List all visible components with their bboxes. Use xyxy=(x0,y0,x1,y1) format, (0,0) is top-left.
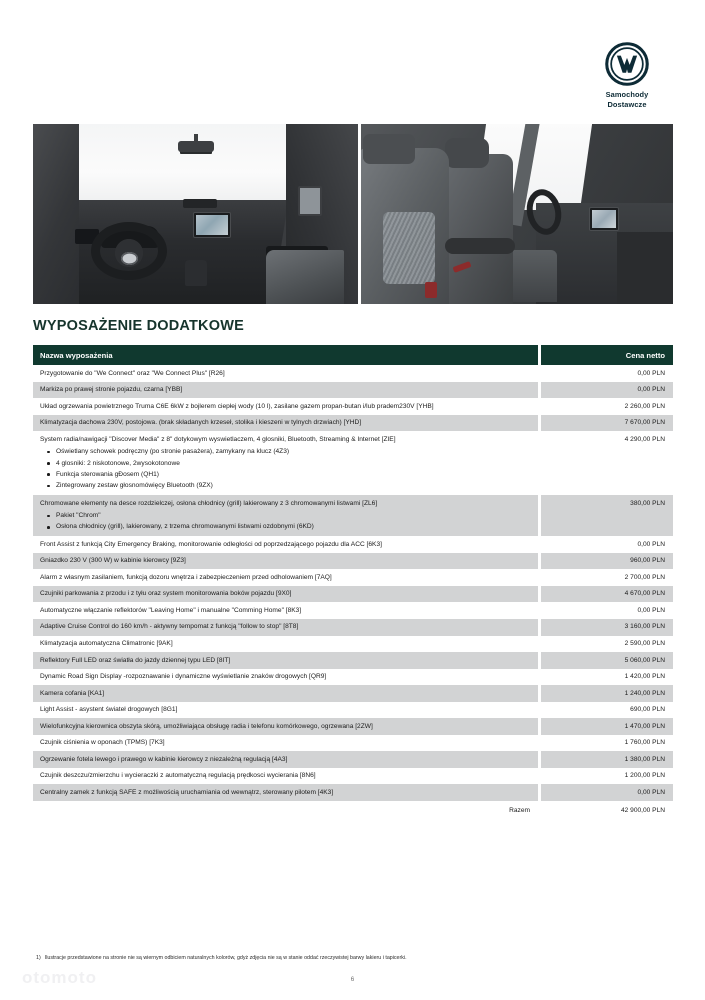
equipment-name-cell xyxy=(33,553,538,570)
table-header-row xyxy=(33,345,673,365)
table-row xyxy=(33,636,673,653)
equipment-name-text: Chromowane elementy na desce rozdzielczej, osłona chłodnicy (grill) lakierowany z 3 chromowanymi listwami [ZL6] xyxy=(40,499,378,507)
equipment-name-text: Adaptive Cruise Control do 160 km/h - aktywny tempomat z funkcją "follow to stop" [8T8] xyxy=(40,623,299,631)
equipment-name-cell xyxy=(33,382,538,399)
equipment-name-text: Markiza po prawej stronie pojazdu, czarna [YBB] xyxy=(40,386,183,394)
page-number: 6 xyxy=(350,976,355,983)
table-body xyxy=(33,365,673,801)
equipment-name-text: Czujniki parkowania z przodu i z tyłu oraz system monitorowania boków pojazdu [9X0] xyxy=(40,590,292,598)
equipment-price-cell: 0,00 PLN xyxy=(541,382,673,399)
equipment-name-cell xyxy=(33,619,538,636)
page-title: WYPOSAŻENIE DODATKOWE xyxy=(33,318,244,334)
equipment-name-text: Light Assist - asystent świateł drogowych [8G1] xyxy=(40,706,178,714)
equipment-name-cell xyxy=(33,569,538,586)
equipment-name-text: Czujnik deszczu/zmierzchu i wycieraczki z automatyczną regulacją prędkosci wycierania [8N6] xyxy=(40,772,316,780)
equipment-price-cell: 1 420,00 PLN xyxy=(541,669,673,686)
table-row xyxy=(33,768,673,785)
table-row xyxy=(33,382,673,399)
equipment-name-cell xyxy=(33,398,538,415)
equipment-price-cell: 0,00 PLN xyxy=(541,602,673,619)
equipment-name-cell xyxy=(33,636,538,653)
equipment-price-cell: 4 290,00 PLN xyxy=(541,431,673,495)
table-row xyxy=(33,495,673,536)
equipment-name-text: Wielofunkcyjna kierownica obszyta skórą, umożliwiająca obsługę radia i telefonu komórkowego, ogrzewana [2ZW] xyxy=(40,722,373,730)
table-row xyxy=(33,652,673,669)
equipment-name-cell xyxy=(33,365,538,382)
column-header-name: Nazwa wyposażenia xyxy=(33,345,538,365)
equipment-price-cell: 0,00 PLN xyxy=(541,784,673,801)
footnote-marker: 1) xyxy=(36,955,41,961)
equipment-sub-list xyxy=(40,510,531,533)
table-row xyxy=(33,365,673,382)
equipment-name-text: System radia/nawigacji "Discover Media" z 8" dotykowym wyswietlaczem, 4 glosniki, Bluetooth, Streaming & Internet [ZIE] xyxy=(40,435,396,443)
footnote xyxy=(36,955,636,962)
column-header-price: Cena netto xyxy=(541,345,673,365)
brand-line-2: Dostawcze xyxy=(607,99,647,109)
table-row xyxy=(33,685,673,702)
equipment-price-cell: 1 240,00 PLN xyxy=(541,685,673,702)
table-row xyxy=(33,735,673,752)
list-item: Zintegrowany zestaw głosnomówięcy Bluetooth (9ZX) xyxy=(56,480,531,491)
equipment-name-text: Czujnik ciśnienia w oponach (TPMS) [7K3] xyxy=(40,739,165,747)
equipment-price-cell: 0,00 PLN xyxy=(541,365,673,382)
brand-line-1: Samochody xyxy=(605,90,649,99)
equipment-name-text: Dynamic Road Sign Display -rozpoznawanie i dynamiczne wyświetlanie znaków drogowych [QR9] xyxy=(40,673,327,681)
equipment-table xyxy=(33,345,673,817)
table-row xyxy=(33,586,673,603)
table-row xyxy=(33,784,673,801)
equipment-price-cell: 3 160,00 PLN xyxy=(541,619,673,636)
equipment-price-cell: 1 380,00 PLN xyxy=(541,751,673,768)
table-row xyxy=(33,718,673,735)
equipment-name-cell xyxy=(33,586,538,603)
equipment-name-text: Centralny zamek z funkcją SAFE z możliwością uruchamiania od wewnątrz, sterowany pilotem [4K3] xyxy=(40,788,334,796)
total-row xyxy=(33,803,673,817)
table-row xyxy=(33,553,673,570)
table-row xyxy=(33,569,673,586)
equipment-price-cell: 1 760,00 PLN xyxy=(541,735,673,752)
equipment-price-cell: 4 670,00 PLN xyxy=(541,586,673,603)
brand-block xyxy=(581,42,673,110)
dashboard-photo xyxy=(33,124,358,304)
total-value: 42 900,00 PLN xyxy=(621,806,665,814)
equipment-price-cell: 0,00 PLN xyxy=(541,536,673,553)
equipment-name-cell xyxy=(33,652,538,669)
photo-gallery xyxy=(33,124,673,304)
equipment-name-text: Przygotowanie do "We Connect" oraz "We Connect Plus" [R26] xyxy=(40,369,225,377)
table-row xyxy=(33,398,673,415)
equipment-price-cell: 2 590,00 PLN xyxy=(541,636,673,653)
brand-name xyxy=(581,90,673,110)
equipment-name-text: Klimatyzacja automatyczna Climatronic [9AK] xyxy=(40,640,173,648)
equipment-name-cell xyxy=(33,685,538,702)
table-row xyxy=(33,431,673,495)
equipment-price-cell: 380,00 PLN xyxy=(541,495,673,536)
equipment-name-text: Kamera cofania [KA1] xyxy=(40,689,105,697)
equipment-name-cell xyxy=(33,718,538,735)
list-item: 4 glosniki: 2 niskotonowe, 2wysokotonowe xyxy=(56,458,531,469)
equipment-price-cell: 1 200,00 PLN xyxy=(541,768,673,785)
total-label: Razem xyxy=(509,806,530,814)
equipment-price-cell: 7 670,00 PLN xyxy=(541,415,673,432)
table-row xyxy=(33,702,673,719)
equipment-name-cell xyxy=(33,702,538,719)
equipment-name-text: Front Assist z funkcją City Emergency Braking, monitorowanie odległości od poprzedzającego pojazdu dla ACC [6K3] xyxy=(40,540,382,548)
equipment-price-cell: 960,00 PLN xyxy=(541,553,673,570)
vw-logo-icon xyxy=(605,42,649,86)
equipment-name-cell xyxy=(33,784,538,801)
equipment-price-cell: 690,00 PLN xyxy=(541,702,673,719)
footnote-text: Ilustracje przedstawione na stronie nie są wiernym odbiciem naturalnych kolorów, gdyż zdjęcia nie są w stanie oddać rzeczywistej barwy lakieru i tapicerki. xyxy=(44,955,407,961)
equipment-sub-list xyxy=(40,446,531,491)
equipment-name-cell xyxy=(33,751,538,768)
equipment-name-text: Układ ogrzewania powietrznego Truma C6E 6kW z bojlerem ciepłej wody (10 l), zasilane gazem propan-butan i/lub pradem230V [YHB] xyxy=(40,402,434,410)
equipment-price-cell: 1 470,00 PLN xyxy=(541,718,673,735)
equipment-name-cell xyxy=(33,536,538,553)
equipment-name-text: Automatyczne włączanie reflektorów "Leaving Home" i manualne "Comming Home" [8K3] xyxy=(40,606,302,614)
equipment-name-text: Alarm z własnym zasilaniem, funkcją dozoru wnętrza i zabezpieczeniem przed odholowaniem [7AQ] xyxy=(40,573,332,581)
equipment-name-text: Klimatyzacja dachowa 230V, postojowa. (brak składanych krzeseł, stolika i kieszeni w tylnych drzwiach) [YHD] xyxy=(40,419,362,427)
table-row xyxy=(33,619,673,636)
list-item: Oświetlany schowek podręczny (po stronie pasażera), zamykany na klucz (4Z3) xyxy=(56,446,531,457)
table-row xyxy=(33,669,673,686)
equipment-price-cell: 2 260,00 PLN xyxy=(541,398,673,415)
table-row xyxy=(33,751,673,768)
watermark: otomoto xyxy=(22,968,97,987)
equipment-price-cell: 5 060,00 PLN xyxy=(541,652,673,669)
equipment-name-cell xyxy=(33,415,538,432)
equipment-name-cell xyxy=(33,602,538,619)
equipment-name-text: Ogrzewanie fotela lewego i prawego w kabinie kierowcy z niezależną regulacją [4A3] xyxy=(40,755,288,763)
equipment-name-cell xyxy=(33,669,538,686)
table-row xyxy=(33,536,673,553)
table-row xyxy=(33,415,673,432)
equipment-name-cell xyxy=(33,495,538,536)
table-row xyxy=(33,602,673,619)
seats-photo xyxy=(361,124,673,304)
equipment-price-cell: 2 700,00 PLN xyxy=(541,569,673,586)
list-item: Funkcja sterowania gĐosem (QH1) xyxy=(56,469,531,480)
equipment-name-cell xyxy=(33,431,538,495)
equipment-name-text: Reflektory Full LED oraz światła do jazdy dziennej typu LED [8IT] xyxy=(40,656,231,664)
equipment-name-cell xyxy=(33,735,538,752)
equipment-name-text: Gniazdko 230 V (300 W) w kabinie kierowcy [9Z3] xyxy=(40,557,186,565)
equipment-name-cell xyxy=(33,768,538,785)
list-item: Osłona chłodnicy (grill), lakierowany, z trzema chromowanymi listwami ozdobnymi (6KD) xyxy=(56,521,531,532)
list-item: Pakiet "Chrom" xyxy=(56,510,531,521)
